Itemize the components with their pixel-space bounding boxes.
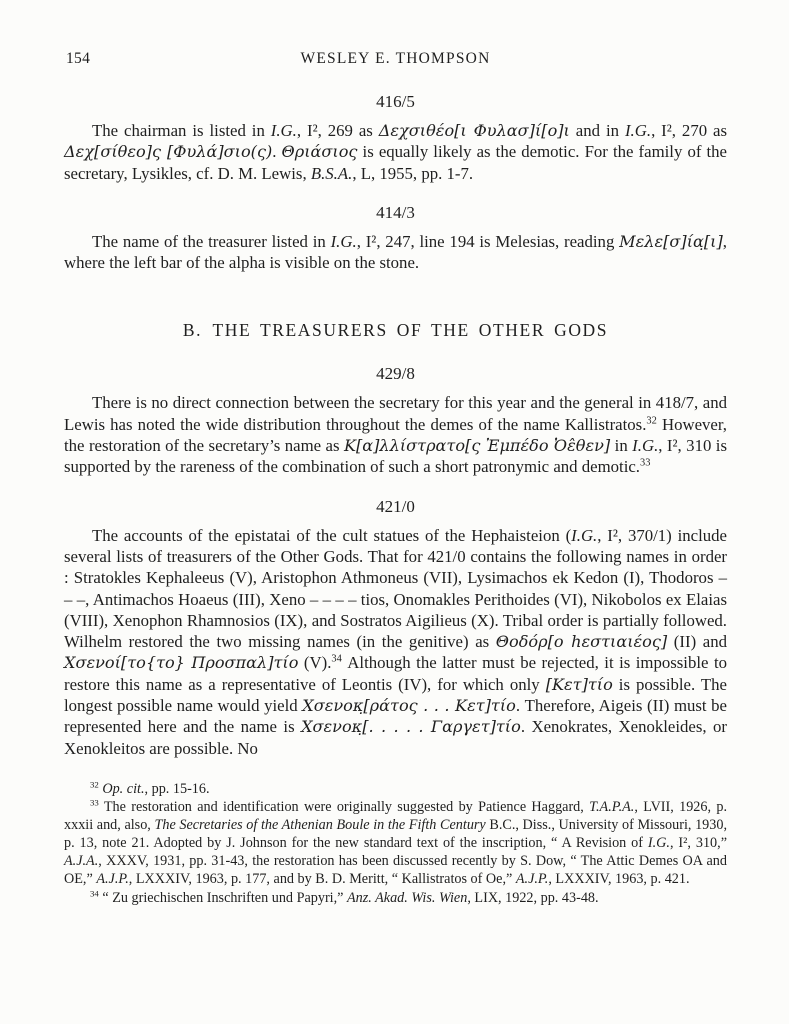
paragraph-429-8: [64, 392, 727, 477]
part-heading-treasurers-other-gods: B. THE TREASURERS OF THE OTHER GODS: [182, 320, 609, 341]
text-segment: Θριάσιος: [281, 142, 358, 162]
text-segment: Χσενοί[το{το} Προσπαλ]τίο: [64, 653, 299, 673]
text-segment: A.J.P.: [515, 871, 549, 888]
paragraph-421-0: [64, 525, 727, 759]
footnotes-block: [64, 780, 727, 907]
text-segment: , I², 247, line 194 is Melesias, reading: [356, 231, 620, 251]
text-segment: , LXXXIV, 1963, p. 177, and by B. D. Meritt, “ Kallistratos of Oe,”: [128, 871, 516, 888]
text-segment: I.G.: [632, 436, 659, 456]
text-segment: . Xenokrates, Xenokleides, or Xenokleitos are possible. No: [64, 717, 727, 758]
section-heading-429-8: 429/8: [376, 364, 415, 384]
section-heading-421-0: 421/0: [376, 496, 415, 516]
paragraph-416-5: [64, 120, 727, 184]
text-segment: , where the left bar of the alpha is visible on the stone.: [64, 231, 727, 273]
text-segment: The accounts of the epistatai of the cult statues of the Hephaisteion (: [92, 525, 572, 545]
text-segment: I.G.: [624, 121, 652, 140]
text-segment: , LVII, 1926, p. xxxii and, also,: [64, 799, 727, 834]
footnote-ref: 33: [640, 457, 651, 469]
text-segment: is equally likely as the demotic. For the family of the secretary, Lysikles, cf. D. M. Lewis,: [64, 142, 728, 183]
footnote-ref: 33: [90, 797, 99, 808]
running-title: WESLEY E. THOMPSON: [300, 50, 491, 67]
text-segment: Op. cit.: [102, 780, 145, 797]
text-segment: , I², 310 is supported by the rareness of the combination of such a short patronymic and demotic.: [64, 436, 727, 477]
text-segment: , L, 1955, pp. 1-7.: [352, 163, 474, 183]
text-segment: Χσενοκ̣[. . . . . Γαργετ]τίο: [301, 717, 521, 737]
running-head: [64, 50, 727, 71]
text-segment: Although the latter must be rejected, it is impossible to restore this name as a representative of Leontis (IV), for which only: [64, 653, 727, 694]
section-heading-414-3: 414/3: [376, 202, 415, 222]
text-segment: , I², 370/1) include several lists of treasurers of the Other Gods. That for 421/0 contains the following names in order : Stratokles Kephaleeus (V), Aristophon Athmoneus (VII), Lysimachos ek Kedon (I), Thodoros – – –, Antimachos Hoaeus (III), Xeno – – – – tios, Onomakles Perithoides (VI), Nikobolos ex Elaias (VIII), Xenophon Rhamnosios (IX), and Sostratos Aigilieus (X). Tribal order is partially followed. Wilhelm restored the two missing names (in the genitive) as: [64, 525, 727, 652]
text-segment: B.S.A.: [310, 163, 353, 183]
text-segment: , LIX, 1922, pp. 43-48.: [467, 889, 599, 906]
text-segment: B.C., Diss., University of Missouri, 1930, p. 13, note 21. Adopted by J. Johnson for the new standard text of the inscription, “ A Revision of: [64, 817, 727, 852]
text-segment: Κ[α]λλίστρατο[ς Ἐμπέδο Ὀε̂θεν]: [343, 436, 611, 456]
text-segment: However, the restoration of the secretary’s name as: [64, 414, 727, 456]
text-segment: Χσενοκ̣[ράτος . . . Κετ]τίο: [302, 696, 516, 716]
text-segment: , I², 269 as: [296, 121, 379, 140]
text-segment: I.G.: [270, 121, 297, 140]
text-segment: is possible. The longest possible name would yield: [64, 674, 727, 716]
text-segment: (II) and: [667, 632, 728, 652]
text-segment: A.J.P.: [96, 871, 129, 888]
text-segment: T.A.P.A.: [589, 799, 635, 816]
footnote-ref: 32: [646, 415, 657, 427]
paragraph-414-3: [64, 231, 727, 274]
text-segment: The restoration and identification were originally suggested by Patience Haggard,: [98, 799, 590, 816]
text-segment: , XXXV, 1931, pp. 31-43, the restoration has been discussed recently by S. Dow, “ The Attic Demes OA and OE,”: [64, 853, 727, 888]
text-segment: (V).: [298, 653, 332, 673]
text-segment: Μελε[σ]ία̣[ι]: [619, 231, 723, 251]
text-segment: Δεχσιθέο[ι Φυλασ]ί[ο]ι: [378, 121, 570, 140]
text-segment: I.G.: [330, 231, 357, 251]
text-segment: , I², 270 as: [651, 121, 728, 140]
text-segment: There is no direct connection between the secretary for this year and the general in 418/7, and Lewis has noted the wide distribution throughout the demes of the name Kallistratos.: [64, 393, 727, 434]
text-segment: .: [272, 142, 282, 162]
text-segment: , I², 310,”: [669, 835, 727, 852]
section-heading-416-5: 416/5: [376, 92, 415, 111]
text-segment: The name of the treasurer listed in: [92, 231, 331, 251]
text-segment: The Secretaries of the Athenian Boule in the Fifth Century: [154, 817, 486, 834]
footnote-33: [64, 798, 727, 888]
footnote-32: [64, 780, 727, 798]
footnote-ref: 32: [90, 779, 99, 790]
text-segment: I.G.: [571, 525, 598, 545]
footnote-ref: 34: [331, 653, 342, 665]
text-segment: I.G.: [647, 835, 670, 852]
text-segment: in: [610, 436, 633, 456]
text-segment: and in: [569, 121, 625, 140]
page-number: 154: [66, 50, 91, 67]
text-segment: , LXXXIV, 1963, p. 421.: [548, 871, 690, 888]
text-segment: Θοδόρ[ο hεστιαιέος]: [495, 632, 668, 652]
text-segment: , pp. 15-16.: [144, 780, 210, 797]
text-segment: Δεχ[σίθεο]ς [Φυλά]σιο(ς): [64, 142, 273, 162]
text-segment: The chairman is listed in: [92, 121, 271, 140]
text-segment: [Κετ]τίο: [545, 674, 613, 694]
footnote-34: [64, 889, 727, 907]
text-segment: . Therefore, Aigeis (II) must be represented here and the name is: [64, 696, 727, 737]
text-segment: A.J.A.: [64, 853, 99, 870]
text-segment: Anz. Akad. Wis. Wien: [347, 889, 468, 906]
footnote-ref: 34: [90, 887, 99, 898]
text-segment: “ Zu griechischen Inschriften und Papyri,”: [98, 889, 347, 906]
